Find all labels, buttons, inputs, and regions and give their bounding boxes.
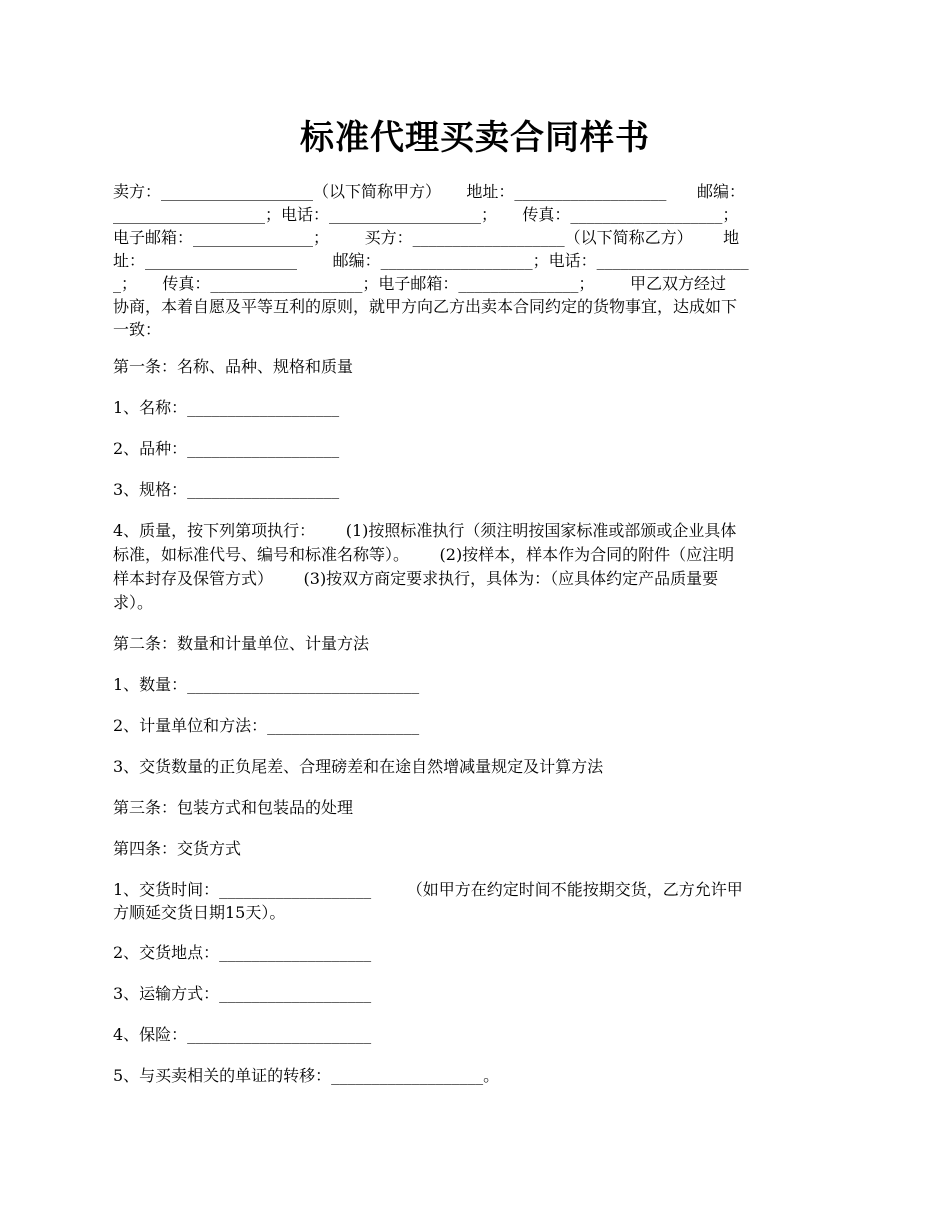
intro-line: 协商，本着自愿及平等互利的原则，就甲方向乙方出卖本合同约定的货物事宜，达成如下 <box>113 297 738 316</box>
article-2-quantity: 1、数量：_____________________________ <box>113 675 420 694</box>
quality-line: 标准，如标准代号、编号和标准名称等）。 (2)按样本，样本作为合同的附件（应注明 <box>113 545 735 564</box>
article-4-transport: 3、运输方式：___________________ <box>113 984 372 1003</box>
document-title: 标准代理买卖合同样书 <box>300 118 650 158</box>
article-4-documents: 5、与买卖相关的单证的转移：___________________。 <box>113 1066 500 1085</box>
article-4-heading: 第四条：交货方式 <box>113 839 242 858</box>
article-1-spec: 3、规格：___________________ <box>113 480 340 499</box>
quality-line: 求）。 <box>113 593 154 612</box>
article-2-heading: 第二条：数量和计量单位、计量方法 <box>113 634 370 653</box>
article-1-name: 1、名称：___________________ <box>113 398 340 417</box>
intro-line: ___________________；电话：___________________； 传真：___________________； <box>113 205 739 224</box>
intro-line: 一致： <box>113 320 162 339</box>
article-2-tolerance: 3、交货数量的正负尾差、合理磅差和在途自然增减量规定及计算方法 <box>113 757 604 776</box>
article-1-variety: 2、品种：___________________ <box>113 439 340 458</box>
intro-line: 卖方：___________________（以下简称甲方） 地址：___________________ 邮编： <box>113 182 745 201</box>
intro-line: _； 传真：___________________；电子邮箱：_______________； 甲乙双方经过 <box>113 274 727 293</box>
article-2-unit: 2、计量单位和方法：___________________ <box>113 716 420 735</box>
quality-line: 样本封存及保管方式） (3)按双方商定要求执行，具体为：（应具体约定产品质量要 <box>113 569 719 588</box>
article-4-place: 2、交货地点：___________________ <box>113 943 372 962</box>
time-line: 方顺延交货日期15天）。 <box>113 903 286 922</box>
time-line: 1、交货时间：___________________ （如甲方在约定时间不能按期交货，乙方允许甲 <box>113 880 743 899</box>
intro-line: 电子邮箱：_______________； 买方：___________________（以下简称乙方） 地 <box>113 228 740 247</box>
article-1-heading: 第一条：名称、品种、规格和质量 <box>113 357 354 376</box>
intro-line: 址：___________________ 邮编：___________________；电话：___________________ <box>113 251 749 270</box>
article-4-insurance: 4、保险：_______________________ <box>113 1025 372 1044</box>
article-3-heading: 第三条：包装方式和包装品的处理 <box>113 798 354 817</box>
quality-line: 4、质量，按下列第项执行： (1)按照标准执行（须注明按国家标准或部颁或企业具体 <box>113 521 737 540</box>
